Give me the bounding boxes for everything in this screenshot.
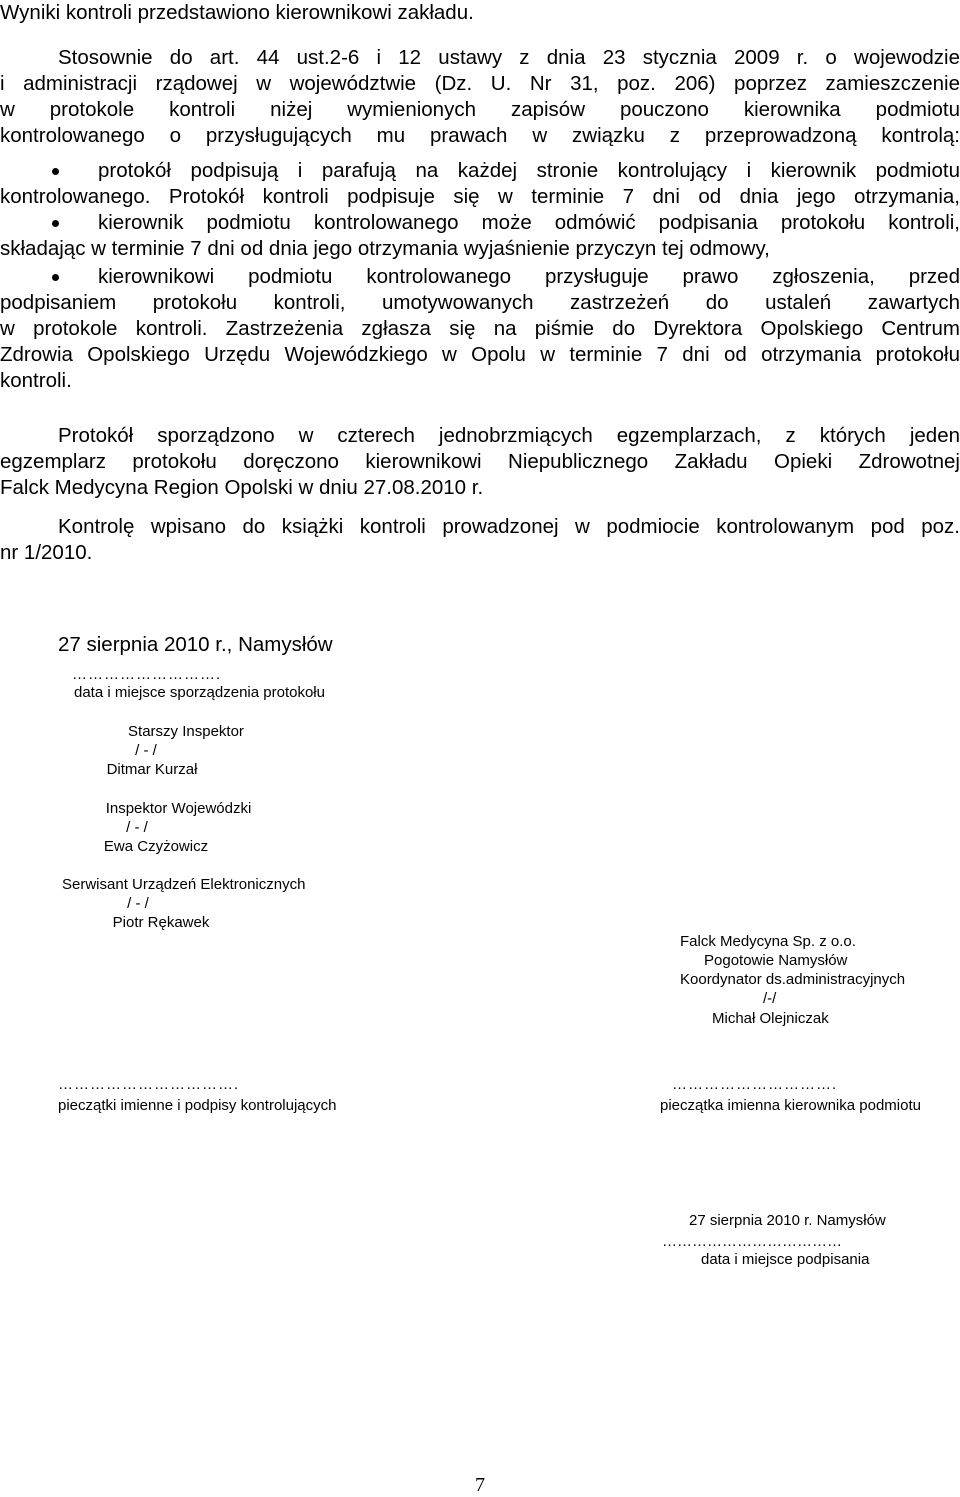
entity-role: Koordynator ds.administracyjnych [680,971,906,988]
text-line: Kontrolę wpisano do książki kontroli prowadzonej w podmiocie kontrolowanym pod poz. [58,515,960,538]
inspector-1-role: Starszy Inspektor [128,723,244,740]
text-line: Stosownie do art. 44 ust.2-6 i 12 ustawy z dnia 23 stycznia 2009 r. o wojewodzie [58,46,960,69]
left-signature-caption: pieczątki imienne i podpisy kontrolujących [58,1097,337,1114]
sign-date: 27 sierpnia 2010 r. Namysłów [689,1212,886,1229]
inspector-1-name: Ditmar Kurzał [106,761,198,778]
text-line: Protokół sporządzono w czterech jednobrzmiących egzemplarzach, z których jeden [58,424,960,447]
text-line: i administracji rządowej w województwie (Dz. U. Nr 31, poz. 206) poprzez zamieszczenie [0,72,960,95]
inspector-1-sign: / - / [135,742,157,759]
entity-company: Falck Medycyna Sp. z o.o. [680,933,856,950]
inspector-3-sign: / - / [127,895,149,912]
entity-unit: Pogotowie Namysłów [704,952,848,969]
inspector-2-name: Ewa Czyżowicz [103,838,209,855]
bullet-icon [52,220,59,227]
place-date-caption: data i miejsce sporządzenia protokołu [74,684,325,701]
text-line: składając w terminie 7 dni od dnia jego otrzymania wyjaśnienie przyczyn tej odmowy, [0,237,770,260]
text-line: kontroli. [0,369,72,392]
text-line: Zdrowia Opolskiego Urzędu Wojewódzkiego w Opolu w terminie 7 dni od otrzymania protokołu [0,343,960,366]
bullet-icon [52,168,59,175]
text-line: kontrolowanego. Protokół kontroli podpisuje się w terminie 7 dni od dnia jego otrzymania, [0,185,960,208]
text-line: podpisaniem protokołu kontroli, umotywowanych zastrzeżeń do ustaleń zawartych [0,291,960,314]
right-signature-caption: pieczątka imienna kierownika podmiotu [660,1097,921,1114]
text-line: kierownik podmiotu kontrolowanego może odmówić podpisania protokołu kontroli, [98,211,960,234]
place-date: 27 sierpnia 2010 r., Namysłów [58,633,333,656]
inspector-3-name: Piotr Rękawek [112,914,210,931]
bullet-icon [52,274,59,281]
text-line: Wyniki kontroli przedstawiono kierownikowi zakładu. [0,1,474,24]
entity-name: Michał Olejniczak [712,1010,829,1027]
place-date-dots: ………………………. [72,666,222,683]
text-line: w protokole kontroli niżej wymienionych zapisów pouczono kierownika podmiotu [0,98,960,121]
entity-sign: /-/ [763,990,777,1007]
text-line: w protokole kontroli. Zastrzeżenia zgłasza się na piśmie do Dyrektora Opolskiego Centrum [0,317,960,340]
text-line: protokół podpisują i parafują na każdej stronie kontrolujący i kierownik podmiotu [98,159,960,182]
right-signature-dots: …………………………. [672,1076,838,1093]
text-line: kierownikowi podmiotu kontrolowanego przysługuje prawo zgłoszenia, przed [98,265,960,288]
text-line: nr 1/2010. [0,541,93,564]
text-line: egzemplarz protokołu doręczono kierownikowi Niepublicznego Zakładu Opieki Zdrowotnej [0,450,960,473]
inspector-2-sign: / - / [126,819,148,836]
inspector-3-role: Serwisant Urządzeń Elektronicznych [62,876,306,893]
text-line: kontrolowanego o przysługujących mu prawach w związku z przeprowadzoną kontrolą: [0,124,960,147]
inspector-2-role: Inspektor Wojewódzki [105,800,252,817]
sign-date-caption: data i miejsce podpisania [701,1251,870,1268]
sign-date-dots: ……………………………… [662,1233,842,1250]
text-line: Falck Medycyna Region Opolski w dniu 27.08.2010 r. [0,476,484,499]
left-signature-dots: ……………………………. [58,1076,240,1093]
page-number: 7 [475,1474,485,1496]
